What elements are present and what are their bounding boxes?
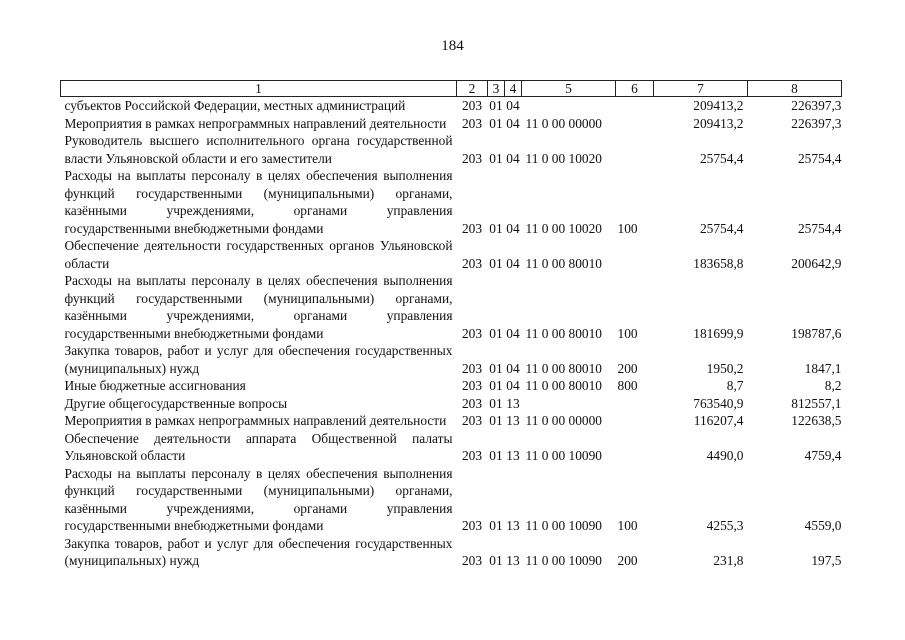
row-name: Расходы на выплаты персоналу в целях обеспечения выполнения функций государственными (муниципальными) органами, казёнными учреждениями, органами управления государственными внебюджетными фондами xyxy=(64,465,453,533)
table-row xyxy=(61,430,842,465)
cell-expense-type xyxy=(616,430,654,465)
cell-amount-year2: 122638,5 xyxy=(791,413,842,428)
row-name: Руководитель высшего исполнительного органа государственной власти Ульяновской области и его заместители xyxy=(64,133,453,166)
column-header: 3 xyxy=(488,81,505,97)
table-body xyxy=(61,97,842,570)
cell-target-article: 11 0 00 00000 xyxy=(525,115,602,131)
cell-section-code: 01 xyxy=(489,220,503,236)
cell-amount-year1: 231,8 xyxy=(713,553,744,568)
table-row xyxy=(61,115,842,133)
row-name: Расходы на выплаты персоналу в целях обеспечения выполнения функций государственными (муниципальными) органами, казёнными учреждениями, органами управления государственными внебюджетными фондами xyxy=(64,168,453,236)
cell-expense-type xyxy=(616,237,654,272)
cell-amount-year1: 183658,8 xyxy=(693,255,744,271)
table-row xyxy=(61,465,842,535)
cell-admin-code: 203 xyxy=(461,360,483,376)
table-row xyxy=(61,377,842,395)
row-name: Обеспечение деятельности государственных органов Ульяновской области xyxy=(64,238,453,271)
cell-section-code: 01 xyxy=(489,255,503,271)
cell-amount-year1: 25754,4 xyxy=(699,220,744,236)
cell-target-article: 11 0 00 10090 xyxy=(525,553,602,568)
cell-expense-type xyxy=(616,395,654,413)
cell-expense-type: 800 xyxy=(617,378,638,393)
cell-expense-type: 200 xyxy=(617,553,638,568)
cell-section-code: 01 xyxy=(489,413,503,428)
row-name: Мероприятия в рамках непрограммных направлений деятельности xyxy=(64,413,447,428)
cell-amount-year2: 25754,4 xyxy=(797,220,842,236)
row-name: Расходы на выплаты персоналу в целях обеспечения выполнения функций государственными (муниципальными) органами, казёнными учреждениями, органами управления государственными внебюджетными фондами xyxy=(64,273,453,341)
table-row xyxy=(61,342,842,377)
cell-amount-year2: 197,5 xyxy=(811,553,842,568)
cell-target-article xyxy=(522,395,616,413)
cell-subsection-code: 04 xyxy=(506,115,520,131)
cell-amount-year1: 763540,9 xyxy=(693,395,744,411)
column-header: 5 xyxy=(522,81,616,97)
table-header-row xyxy=(61,81,842,97)
row-name: субъектов Российской Федерации, местных администраций xyxy=(64,98,406,113)
cell-subsection-code: 04 xyxy=(506,378,520,393)
cell-amount-year2: 226397,3 xyxy=(791,98,842,113)
table-row xyxy=(61,97,842,115)
cell-section-code: 01 xyxy=(489,360,503,376)
row-name: Закупка товаров, работ и услуг для обеспечения государственных (муниципальных) нужд xyxy=(64,343,453,376)
table-row xyxy=(61,412,842,430)
cell-amount-year1: 25754,4 xyxy=(699,150,744,166)
cell-amount-year1: 116207,4 xyxy=(693,413,744,428)
cell-amount-year1: 4255,3 xyxy=(706,518,744,533)
cell-expense-type xyxy=(616,97,654,115)
cell-subsection-code: 04 xyxy=(506,150,520,166)
budget-table xyxy=(60,80,842,570)
cell-expense-type xyxy=(616,132,654,167)
cell-subsection-code: 04 xyxy=(506,255,520,271)
cell-admin-code: 203 xyxy=(461,98,483,113)
cell-admin-code: 203 xyxy=(461,150,483,166)
table-row xyxy=(61,132,842,167)
cell-section-code: 01 xyxy=(489,98,503,113)
column-header: 1 xyxy=(61,81,457,97)
cell-amount-year2: 812557,1 xyxy=(791,395,842,411)
column-header: 6 xyxy=(616,81,654,97)
cell-subsection-code: 04 xyxy=(506,98,520,113)
cell-amount-year1: 181699,9 xyxy=(693,325,744,341)
cell-admin-code: 203 xyxy=(461,448,483,463)
cell-target-article: 11 0 00 80010 xyxy=(525,255,602,271)
column-header: 4 xyxy=(505,81,522,97)
table-row xyxy=(61,167,842,237)
cell-admin-code: 203 xyxy=(461,115,483,131)
page-number: 184 xyxy=(441,38,464,54)
row-name: Другие общегосударственные вопросы xyxy=(64,395,288,411)
table-row xyxy=(61,272,842,342)
cell-admin-code: 203 xyxy=(461,395,483,411)
cell-amount-year2: 4759,4 xyxy=(804,448,842,463)
cell-target-article: 11 0 00 80010 xyxy=(525,325,602,341)
table-row xyxy=(61,395,842,413)
cell-section-code: 01 xyxy=(489,553,503,568)
cell-expense-type: 100 xyxy=(617,220,638,236)
cell-expense-type xyxy=(616,115,654,133)
cell-section-code: 01 xyxy=(489,518,503,533)
row-name: Иные бюджетные ассигнования xyxy=(64,378,246,393)
cell-section-code: 01 xyxy=(489,378,503,393)
cell-section-code: 01 xyxy=(489,448,503,463)
cell-target-article: 11 0 00 10090 xyxy=(525,518,602,533)
cell-amount-year1: 1950,2 xyxy=(706,360,744,376)
cell-subsection-code: 13 xyxy=(506,553,520,568)
cell-admin-code: 203 xyxy=(461,325,483,341)
cell-expense-type xyxy=(616,412,654,430)
cell-amount-year2: 226397,3 xyxy=(791,115,842,131)
cell-admin-code: 203 xyxy=(461,220,483,236)
cell-subsection-code: 13 xyxy=(506,413,520,428)
column-header: 7 xyxy=(654,81,748,97)
cell-amount-year2: 4559,0 xyxy=(804,518,842,533)
cell-expense-type: 200 xyxy=(617,360,638,376)
cell-target-article: 11 0 00 00000 xyxy=(525,413,602,428)
cell-admin-code: 203 xyxy=(461,518,483,533)
cell-admin-code: 203 xyxy=(461,553,483,568)
cell-section-code: 01 xyxy=(489,115,503,131)
cell-section-code: 01 xyxy=(489,325,503,341)
cell-subsection-code: 13 xyxy=(506,518,520,533)
table-row xyxy=(61,237,842,272)
cell-expense-type: 100 xyxy=(617,518,638,533)
cell-subsection-code: 13 xyxy=(506,395,520,411)
cell-target-article: 11 0 00 80010 xyxy=(525,378,602,393)
cell-section-code: 01 xyxy=(489,150,503,166)
cell-amount-year1: 4490,0 xyxy=(706,448,744,463)
cell-amount-year2: 1847,1 xyxy=(804,360,842,376)
cell-target-article: 11 0 00 10090 xyxy=(525,448,602,463)
cell-target-article xyxy=(522,97,616,115)
cell-admin-code: 203 xyxy=(461,378,483,393)
cell-amount-year2: 198787,6 xyxy=(791,325,842,341)
cell-amount-year2: 25754,4 xyxy=(797,150,842,166)
cell-subsection-code: 04 xyxy=(506,360,520,376)
cell-amount-year2: 8,2 xyxy=(824,378,842,393)
column-header: 8 xyxy=(748,81,842,97)
cell-amount-year2: 200642,9 xyxy=(791,255,842,271)
row-name: Закупка товаров, работ и услуг для обеспечения государственных (муниципальных) нужд xyxy=(64,535,453,568)
row-name: Мероприятия в рамках непрограммных направлений деятельности xyxy=(64,115,447,131)
cell-subsection-code: 04 xyxy=(506,220,520,236)
cell-amount-year1: 209413,2 xyxy=(693,98,744,113)
cell-target-article: 11 0 00 10020 xyxy=(525,150,602,166)
cell-amount-year1: 8,7 xyxy=(726,378,744,393)
row-name: Обеспечение деятельности аппарата Общественной палаты Ульяновской области xyxy=(64,430,453,463)
cell-section-code: 01 xyxy=(489,395,503,411)
column-header: 2 xyxy=(457,81,488,97)
cell-admin-code: 203 xyxy=(461,413,483,428)
cell-subsection-code: 04 xyxy=(506,325,520,341)
cell-target-article: 11 0 00 80010 xyxy=(525,360,602,376)
cell-expense-type: 100 xyxy=(617,325,638,341)
cell-amount-year1: 209413,2 xyxy=(693,115,744,131)
table-row xyxy=(61,535,842,570)
cell-target-article: 11 0 00 10020 xyxy=(525,220,602,236)
cell-admin-code: 203 xyxy=(461,255,483,271)
cell-subsection-code: 13 xyxy=(506,448,520,463)
